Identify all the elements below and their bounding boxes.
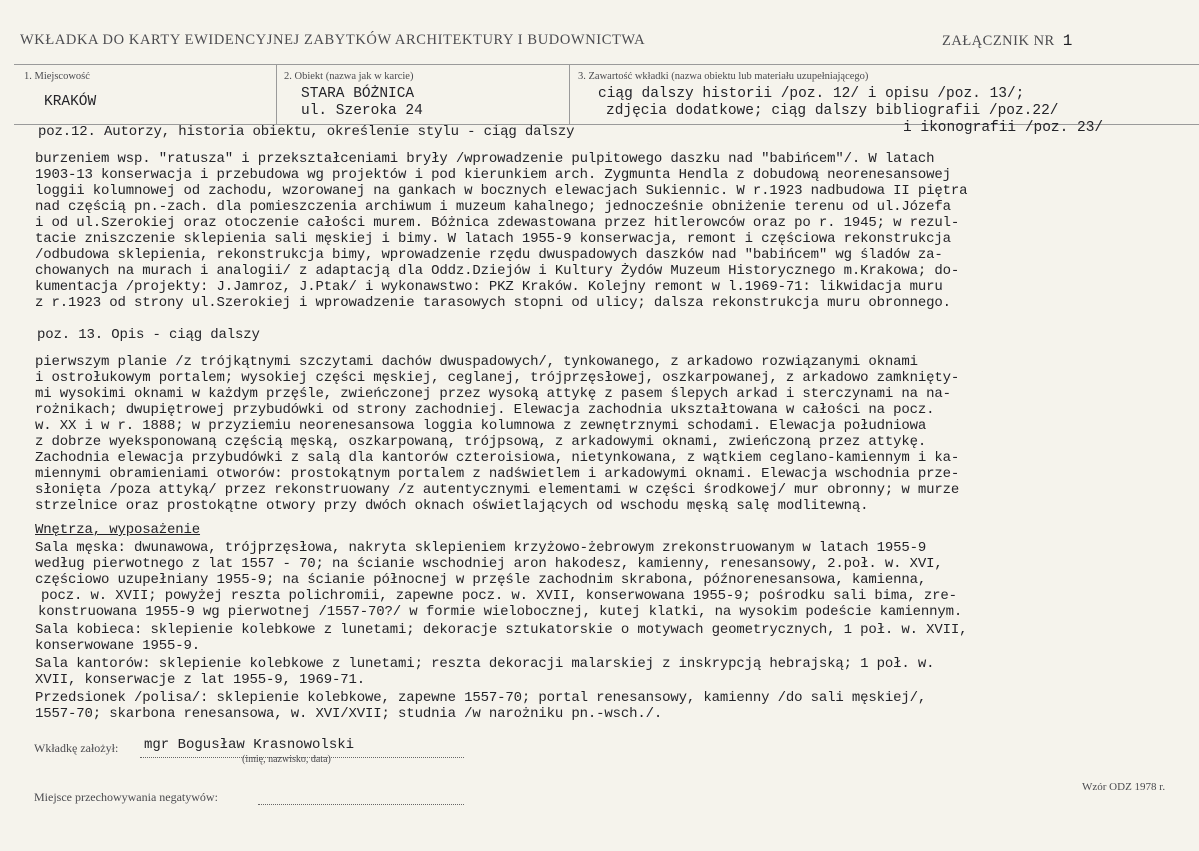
field-divider-1 xyxy=(276,64,277,124)
prepared-by-label: Wkładkę założył: xyxy=(34,741,119,755)
section12-line: /odbudowa sklepienia, rekonstrukcja bimy, wprowadzenie rzędu dwuspadowych daszków nad "babińcem" wg śladów za- xyxy=(35,247,943,263)
interior-line: konstruowana 1955-9 wg pierwotnej /1557-70?/ w formie wielobocznej, kutej klatki, na wysokim podeście kamiennym. xyxy=(38,604,963,620)
section13-line: miennymi obramieniami otworów: prostokątnym portalem z nadświetlem i arkadowymi oknami. Elewacja wschodnia prze- xyxy=(35,466,960,482)
contents-line-2: zdjęcia dodatkowe; ciąg dalszy bibliografii /poz.22/ xyxy=(606,103,1059,119)
interior-line: według pierwotnego z lat 1557 - 70; na ścianie wschodniej aron hakodesz, kamienny, renesansowy, 2.poł. w. XVI, xyxy=(35,556,943,572)
section13-line: pierwszym planie /z trójkątnymi szczytami dachów dwuspadowych/, tynkowanego, z arkadowo rozwiązanymi oknami xyxy=(35,354,918,370)
section13-line: z dobrze wyeksponowaną częścią męską, oszkarpowaną, trójpsową, z arkadowymi oknami, zwieńczoną przez attykę. xyxy=(35,434,927,450)
section13-line: w. XX i w r. 1888; w przyziemiu neorenesansowa loggia kolumnowa z zewnętrznymi schodami. Elewacja południowa xyxy=(35,418,927,434)
contents-label: 3. Zawartość wkładki (nazwa obiektu lub materiału uzupełniającego) xyxy=(578,71,869,82)
prepared-by-value: mgr Bogusław Krasnowolski xyxy=(144,737,355,753)
object-label: 2. Obiekt (nazwa jak w karcie) xyxy=(284,71,414,82)
section13-line: i ostrołukowym portalem; wysokiej części męskiej, ceglanej, trójprzęsłowej, oszkarpowanej, z arkadowo zamknięty- xyxy=(35,370,960,386)
interior-line: Sala kobieca: sklepienie kolebkowe z lunetami; dekoracje sztukatorskie o motywach geometrycznych, 1 poł. w. XVII, xyxy=(35,622,968,638)
interior-line: pocz. w. XVII; powyżej reszta polichromii, zapewne pocz. w. XVII, konserwowana 1955-9; pośrodku sali bima, zre- xyxy=(41,588,957,604)
annex-number: 1 xyxy=(1062,32,1073,50)
contents-line-1: ciąg dalszy historii /poz. 12/ i opisu /poz. 13/; xyxy=(598,86,1025,102)
section13-line: strzelnice oraz prostokątne otwory przy dwóch oknach oświetlających od wschodu męską salę modlitewną. xyxy=(35,498,869,514)
section12-line: 1903-13 konserwacja i przebudowa wg projektów i pod kierunkiem arch. Zygmunta Hendla z dobudową neorenesansowej xyxy=(35,167,951,183)
locality-label: 1. Miejscowość xyxy=(24,71,90,82)
field-divider-2 xyxy=(569,64,570,124)
interior-line: Sala męska: dwunawowa, trójprzęsłowa, nakryta sklepieniem krzyżowo-żebrowym zrekonstruowanym w latach 1955-9 xyxy=(35,540,927,556)
section12-line: tacie zniszczenie sklepienia sali męskiej i bimy. W latach 1955-9 konserwacja, remont i częściowa rekonstrukcja xyxy=(35,231,951,247)
interior-line: konserwowane 1955-9. xyxy=(35,638,201,654)
section13-line: rożnikach; dwupiętrowej przybudówki od strony zachodniej. Elewacja zachodnia ukształtowana w całości na pocz. xyxy=(35,402,935,418)
annex-label xyxy=(942,32,1073,50)
section13-line: słonięta /poza attyką/ przez rekonstruowany /z autentycznymi elementami w części środkowej/ mur obronny; w murze xyxy=(35,482,960,498)
form-code: Wzór ODZ 1978 r. xyxy=(1082,781,1166,793)
storage-label: Miejsce przechowywania negatywów: xyxy=(34,790,218,804)
contents-line-3: i ikonografii /poz. 23/ xyxy=(903,120,1104,136)
interior-line: XVII, konserwacje z lat 1955-9, 1969-71. xyxy=(35,672,366,688)
interior-line: 1557-70; skarbona renesansowa, w. XVI/XVII; studnia /w narożniku pn.-wsch./. xyxy=(35,706,663,722)
section12-line: kumentacja /projekty: J.Jamroz, J.Ptak/ i wykonawstwo: PKZ Kraków. Kolejny remont w l.1969-71: likwidacja muru xyxy=(35,279,943,295)
field-row-top-rule xyxy=(14,64,1199,65)
object-address: ul. Szeroka 24 xyxy=(301,103,423,119)
section12-line: burzeniem wsp. "ratusza" i przekształceniami bryły /wprowadzenie pulpitowego daszku nad "babińcem"/. W latach xyxy=(35,151,935,167)
section12-line: chowanych na murach i analogii/ z adaptacją dla Oddz.Dziejów i Kultury Żydów Muzeum Historycznego m.Krakowa; do- xyxy=(35,263,960,279)
interior-heading: Wnętrza, wyposażenie xyxy=(35,522,201,538)
locality-value: KRAKÓW xyxy=(44,94,97,110)
interior-line: Sala kantorów: sklepienie kolebkowe z lunetami; reszta dekoracji malarskiej z inskrypcją hebrajską; 1 poł. w. xyxy=(35,656,935,672)
section12-line: i od ul.Szerokiej oraz otoczenie całości murem. Bóżnica zdewastowana przez hitlerowców oraz po r. 1945; w rezul- xyxy=(35,215,960,231)
object-name: STARA BÓŻNICA xyxy=(301,86,415,102)
section13-line: Zachodnia elewacja przybudówki z salą dla kantorów czteroisiowa, nietynkowana, z wątkiem ceglano-kamiennym i ka- xyxy=(35,450,960,466)
section12-line: z r.1923 od strony ul.Szerokiej i wprowadzenie tarasowych stopni od ulicy; dalsza rekonstrukcja muru obronnego. xyxy=(35,295,951,311)
interior-line: Przedsionek /polisa/: sklepienie kolebkowe, zapewne 1557-70; portal renesansowy, kamienny /do sali męskiej/, xyxy=(35,690,927,706)
form-title: WKŁADKA DO KARTY EWIDENCYJNEJ ZABYTKÓW ARCHITEKTURY I BUDOWNICTWA xyxy=(20,32,646,48)
annex-label-text: ZAŁĄCZNIK NR xyxy=(942,33,1055,49)
section12-heading: poz.12. Autorzy, historia obiektu, określenie stylu - ciąg dalszy xyxy=(38,124,575,140)
section12-line: loggii kolumnowej od zachodu, wzorowanej na gankach w bocznych elewacjach Sukiennic. W r.1923 nadbudowa II piętra xyxy=(35,183,968,199)
section13-heading: poz. 13. Opis - ciąg dalszy xyxy=(37,327,260,343)
interior-line: częściowo uzupełniany 1955-9; na ścianie północnej w przęśle zachodnim skrabona, późnorenesansowa, kamienna, xyxy=(35,572,927,588)
section13-line: mi wysokimi oknami w każdym przęśle, zwieńczonej przez wysoką attykę z pasem ślepych arkad i sterczynami na na- xyxy=(35,386,951,402)
section12-line: nad częścią pn.-zach. dla pomieszczenia archiwum i muzeum kahalnego; jednocześnie obniżenie terenu od ul.Józefa xyxy=(35,199,951,215)
storage-line xyxy=(258,804,464,805)
prepared-by-caption: (imię, nazwisko, data) xyxy=(242,754,331,765)
